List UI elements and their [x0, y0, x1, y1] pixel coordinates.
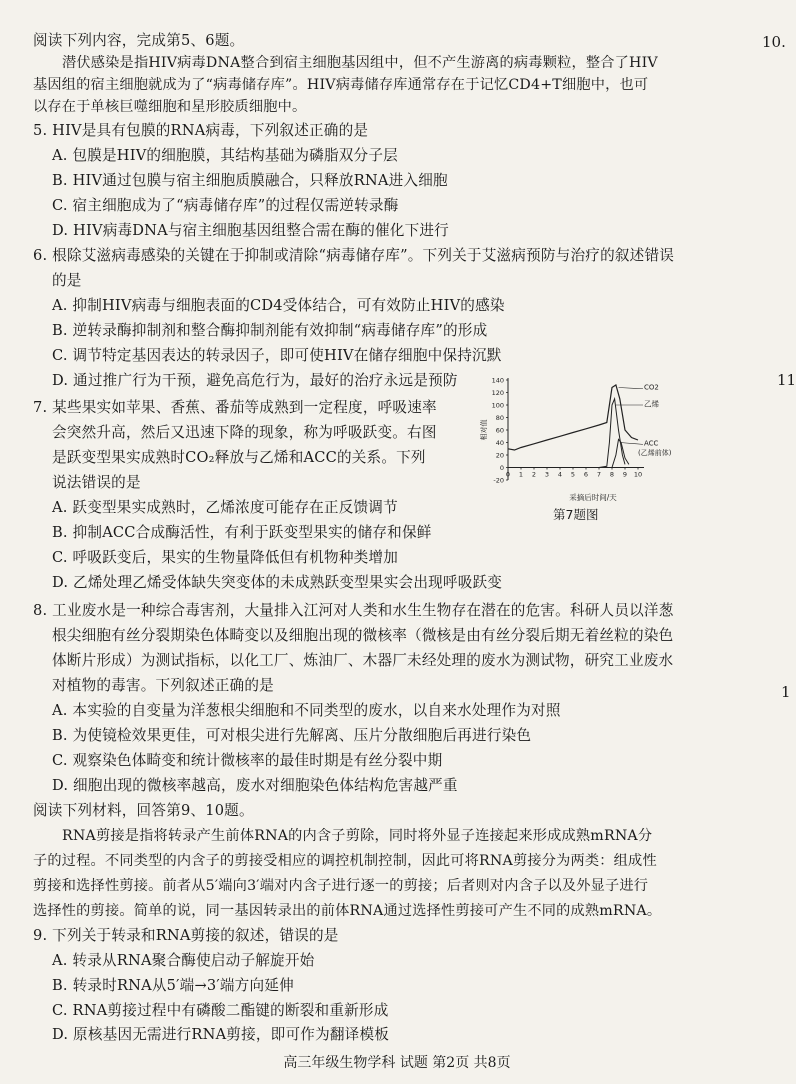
q9-option-d: D. 原核基因无需进行RNA剪接，即可作为翻译模板	[52, 1026, 390, 1043]
q8-option-a: A. 本实验的自变量为洋葱根尖细胞和不同类型的废水，以自来水处理作为对照	[52, 702, 561, 719]
passage-line: 子的过程。不同类型的内含子的剪接受相应的调控机制控制，因此可将RNA剪接分为两类：组成性	[33, 853, 657, 869]
question-8-stem-cont: 体断片形成）为测试指标，以化工厂、炼油厂、木器厂未经处理的废水为测试物，研究工业废水	[52, 652, 674, 669]
legend-ethylene: 乙烯	[644, 399, 659, 409]
y-axis-label: 相对值	[480, 419, 488, 441]
question-8-stem-cont: 对植物的毒害。下列叙述正确的是	[52, 677, 274, 694]
question-7-stem: 7. 某些果实如苹果、香蕉、番茄等成熟到一定程度，呼吸速率	[33, 399, 437, 416]
question-9-stem: 9. 下列关于转录和RNA剪接的叙述，错误的是	[33, 927, 339, 944]
passage-line: 剪接和选择性剪接。前者从5′端向3′端对内含子进行逐一的剪接；后者则对内含子以及外显子进行	[33, 878, 649, 894]
x-tick-label: 8	[609, 470, 615, 479]
y-tick-label: 60	[495, 426, 504, 435]
x-tick-label: 9	[622, 470, 628, 479]
y-tick-label: 40	[495, 439, 504, 447]
legend-acc: ACC	[644, 439, 659, 448]
series-line-1	[508, 399, 625, 468]
respiration-chart	[478, 372, 688, 502]
leader-co2	[619, 388, 644, 389]
q7-option-c: C. 呼吸跃变后，果实的生物量降低但有机物种类增加	[52, 549, 398, 566]
q7-figure	[478, 372, 688, 522]
x-tick-label: 6	[583, 470, 589, 479]
q8-option-b: B. 为使镜检效果更佳，可对根尖进行先解离、压片分散细胞后再进行染色	[52, 727, 532, 744]
y-tick-label: 100	[491, 401, 504, 410]
section-intro: 阅读下列材料，回答第9、10题。	[33, 802, 254, 819]
q6-option-c: C. 调节特定基因表达的转录因子，即可使HIV在储存细胞中保持沉默	[52, 347, 502, 364]
y-tick-label: 20	[495, 451, 504, 460]
page-footer: 高三年级生物学科 试题 第2页 共8页	[283, 1055, 511, 1071]
section-intro: 阅读下列内容，完成第5、6题。	[33, 32, 245, 49]
question-5-stem: 5. HIV是具有包膜的RNA病毒，下列叙述正确的是	[33, 122, 369, 139]
question-6-stem: 6. 根除艾滋病毒感染的关键在于抑制或清除“病毒储存库”。下列关于艾滋病预防与治疗的叙述错误	[33, 247, 675, 264]
margin-number: 1	[781, 683, 791, 701]
leader-acc	[620, 443, 643, 445]
q6-option-d: D. 通过推广行为干预，避免高危行为，最好的治疗永远是预防	[52, 372, 458, 389]
q7-option-a: A. 跃变型果实成熟时，乙烯浓度可能存在正反馈调节	[52, 499, 398, 516]
question-7-stem-cont: 是跃变型果实成熟时CO₂释放与乙烯和ACC的关系。下列	[52, 449, 426, 466]
y-tick-label: -20	[493, 476, 504, 485]
question-7-stem-cont: 说法错误的是	[52, 474, 141, 491]
legend-co2: CO2	[644, 383, 659, 392]
q7-option-d: D. 乙烯处理乙烯受体缺失突变体的未成熟跃变型果实会出现呼吸跃变	[52, 574, 503, 591]
q7-option-b: B. 抑制ACC合成酶活性，有利于跃变型果实的储存和保鲜	[52, 524, 432, 541]
question-8-stem: 8. 工业废水是一种综合毒害剂，大量排入江河对人类和水生生物存在潜在的危害。科研人员以洋葱	[33, 602, 674, 619]
x-tick-label: 5	[570, 470, 576, 479]
passage-line: RNA剪接是指将转录产生前体RNA的内含子剪除，同时将外显子连接起来形成成熟mRNA分	[62, 828, 653, 844]
q5-option-c: C. 宿主细胞成为了“病毒储存库”的过程仅需逆转录酶	[52, 197, 399, 214]
legend-acc-note: (乙烯前体)	[638, 449, 672, 457]
margin-number: 11	[777, 371, 796, 389]
question-8-stem-cont: 根尖细胞有丝分裂期染色体畸变以及细胞出现的微核率（微核是由有丝分裂后期无着丝粒的染色	[52, 627, 674, 644]
y-tick-label: 140	[491, 376, 504, 385]
q6-option-a: A. 抑制HIV病毒与细胞表面的CD4受体结合，可有效防止HIV的感染	[52, 297, 505, 314]
x-tick-label: 3	[544, 470, 550, 479]
q9-option-a: A. 转录从RNA聚合酶使启动子解旋开始	[52, 952, 315, 969]
q5-option-b: B. HIV通过包膜与宿主细胞质膜融合，只释放RNA进入细胞	[52, 172, 448, 189]
q5-option-a: A. 包膜是HIV的细胞膜，其结构基础为磷脂双分子层	[52, 147, 398, 164]
x-tick-label: 4	[557, 470, 563, 479]
question-7-stem-cont: 会突然升高，然后又迅速下降的现象，称为呼吸跃变。右图	[52, 424, 437, 441]
q8-option-d: D. 细胞出现的微核率越高，废水对细胞染色体结构危害越严重	[52, 777, 458, 794]
passage-line: 潜伏感染是指HIV病毒DNA整合到宿主细胞基因组中，但不产生游离的病毒颗粒，整合了HIV	[62, 55, 658, 71]
x-tick-label: 0	[505, 470, 511, 479]
x-tick-label: 7	[596, 470, 602, 479]
x-tick-label: 1	[518, 470, 524, 479]
passage-line: 选择性的剪接。简单的说，同一基因转录出的前体RNA通过选择性剪接可产生不同的成熟mRNA。	[33, 903, 662, 919]
x-axis-label: 采摘后时间/天	[569, 493, 617, 502]
y-tick-label: 0	[499, 464, 504, 472]
q8-option-c: C. 观察染色体畸变和统计微核率的最佳时期是有丝分裂中期	[52, 752, 443, 769]
q6-option-b: B. 逆转录酶抑制剂和整合酶抑制剂能有效抑制“病毒储存库”的形成	[52, 322, 488, 339]
y-tick-label: 120	[491, 389, 504, 397]
passage-line: 基因组的宿主细胞就成为了“病毒储存库”。HIV病毒储存库通常存在于记忆CD4+T细胞中，也可	[33, 77, 649, 93]
q9-option-b: B. 转录时RNA从5′端→3′端方向延伸	[52, 977, 294, 994]
q9-option-c: C. RNA剪接过程中有磷酸二酯键的断裂和重新形成	[52, 1002, 389, 1019]
q5-option-d: D. HIV病毒DNA与宿主细胞基因组整合需在酶的催化下进行	[52, 222, 449, 239]
question-6-stem-cont: 的是	[52, 272, 82, 289]
series-line-2	[508, 439, 629, 467]
figure-caption: 第7题图	[553, 507, 599, 522]
margin-number: 10.	[762, 33, 786, 51]
passage-line: 以存在于单核巨噬细胞和星形胶质细胞中。	[33, 99, 307, 115]
x-tick-label: 2	[531, 470, 537, 479]
y-tick-label: 80	[495, 414, 504, 422]
x-tick-label: 10	[633, 470, 643, 479]
